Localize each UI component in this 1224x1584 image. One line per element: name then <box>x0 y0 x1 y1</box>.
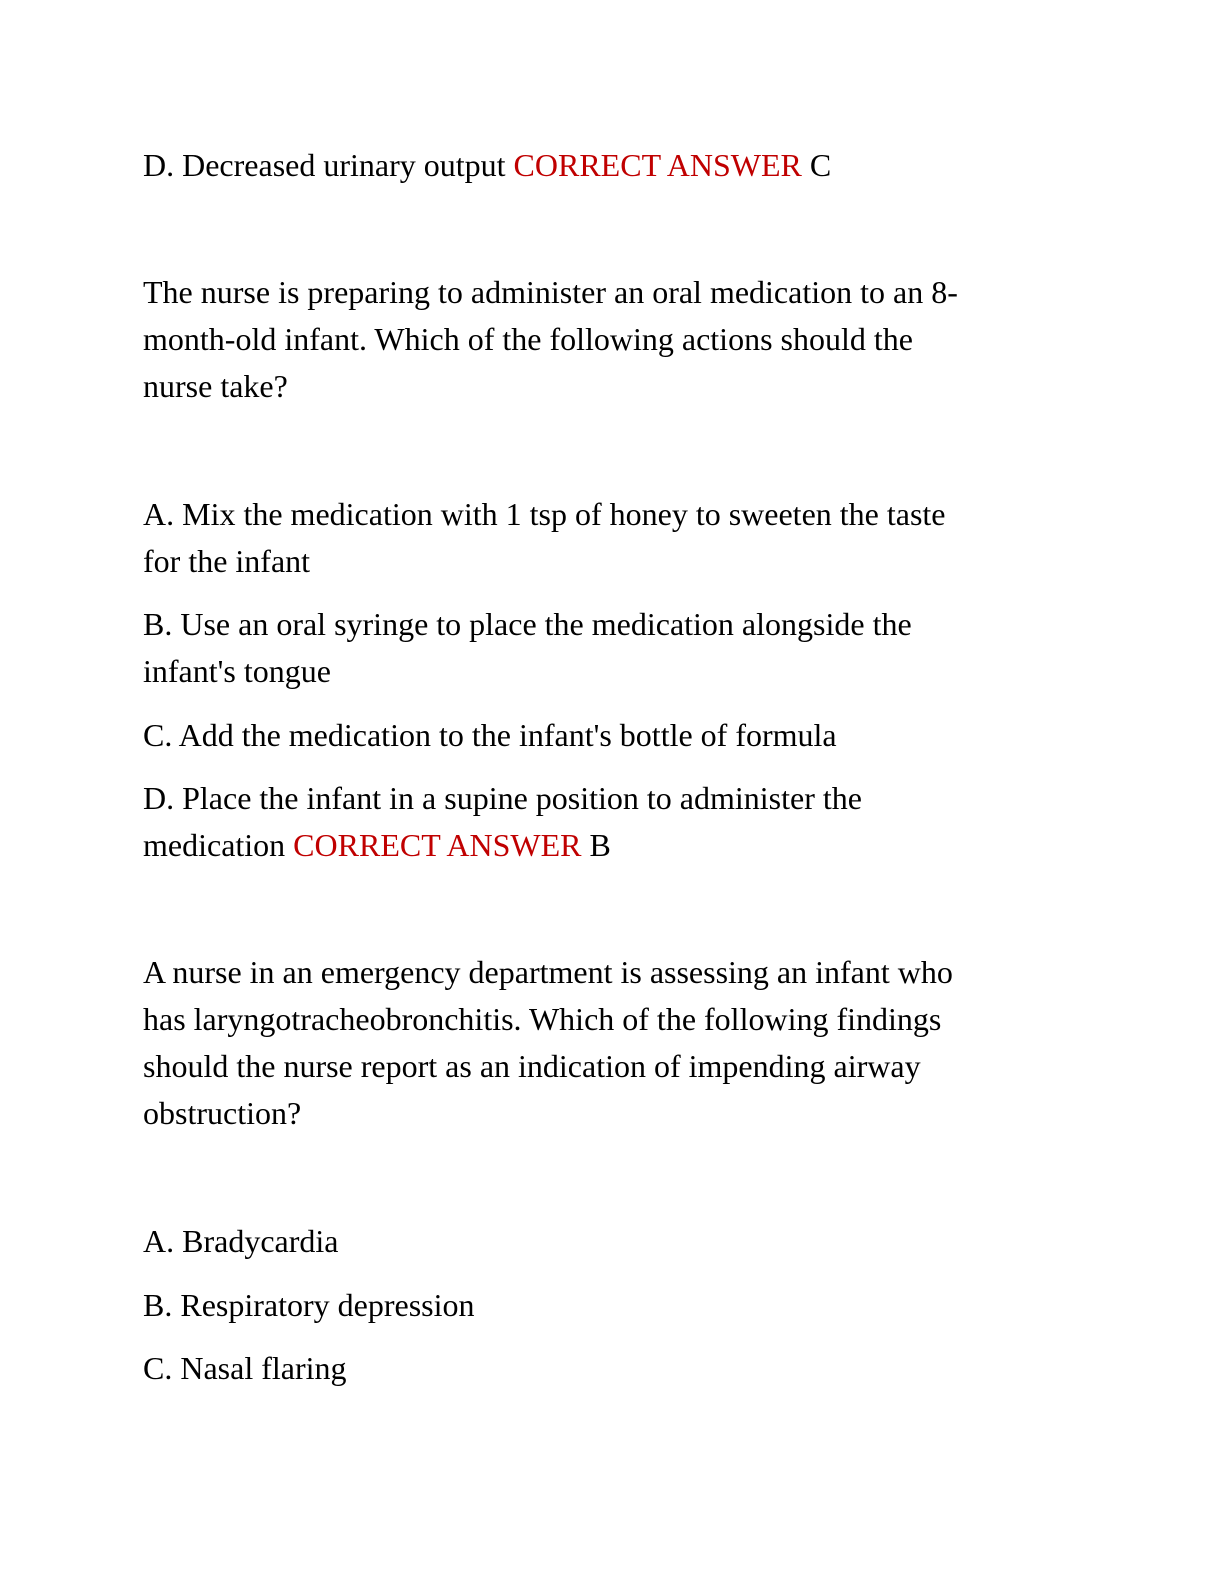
q2-option-b: B. Respiratory depression <box>143 1287 475 1323</box>
q1-stem-line: month-old infant. Which of the following actions should the <box>143 321 913 357</box>
option-text: D. Decreased urinary output <box>143 147 506 183</box>
correct-answer-value: B <box>589 827 611 863</box>
option-text: medication <box>143 827 286 863</box>
q2-stem-line: A nurse in an emergency department is assessing an infant who <box>143 954 953 990</box>
q1-option-b-line: infant's tongue <box>143 653 331 689</box>
q1-option-a-line: for the infant <box>143 543 311 579</box>
q1-stem-line: The nurse is preparing to administer an oral medication to an 8- <box>143 274 958 310</box>
correct-answer-value: C <box>809 147 832 183</box>
q1-option-d-line: D. Place the infant in a supine position to administer the <box>143 780 862 816</box>
prev-option-d <box>143 145 831 185</box>
q2-option-c: C. Nasal flaring <box>143 1350 347 1386</box>
correct-answer-label: CORRECT ANSWER <box>293 827 582 863</box>
correct-answer-label: CORRECT ANSWER <box>513 147 802 183</box>
q2-stem-line: has laryngotracheobronchitis. Which of the following findings <box>143 1001 942 1037</box>
q2-stem-line: should the nurse report as an indication of impending airway <box>143 1048 921 1084</box>
q1-option-d-line-with-answer <box>143 825 611 865</box>
q2-stem-line: obstruction? <box>143 1095 302 1131</box>
q1-stem-line: nurse take? <box>143 368 288 404</box>
q1-option-a-line: A. Mix the medication with 1 tsp of honey to sweeten the taste <box>143 496 946 532</box>
q1-option-b-line: B. Use an oral syringe to place the medication alongside the <box>143 606 912 642</box>
q1-option-c: C. Add the medication to the infant's bottle of formula <box>143 717 837 753</box>
q2-option-a: A. Bradycardia <box>143 1223 339 1259</box>
